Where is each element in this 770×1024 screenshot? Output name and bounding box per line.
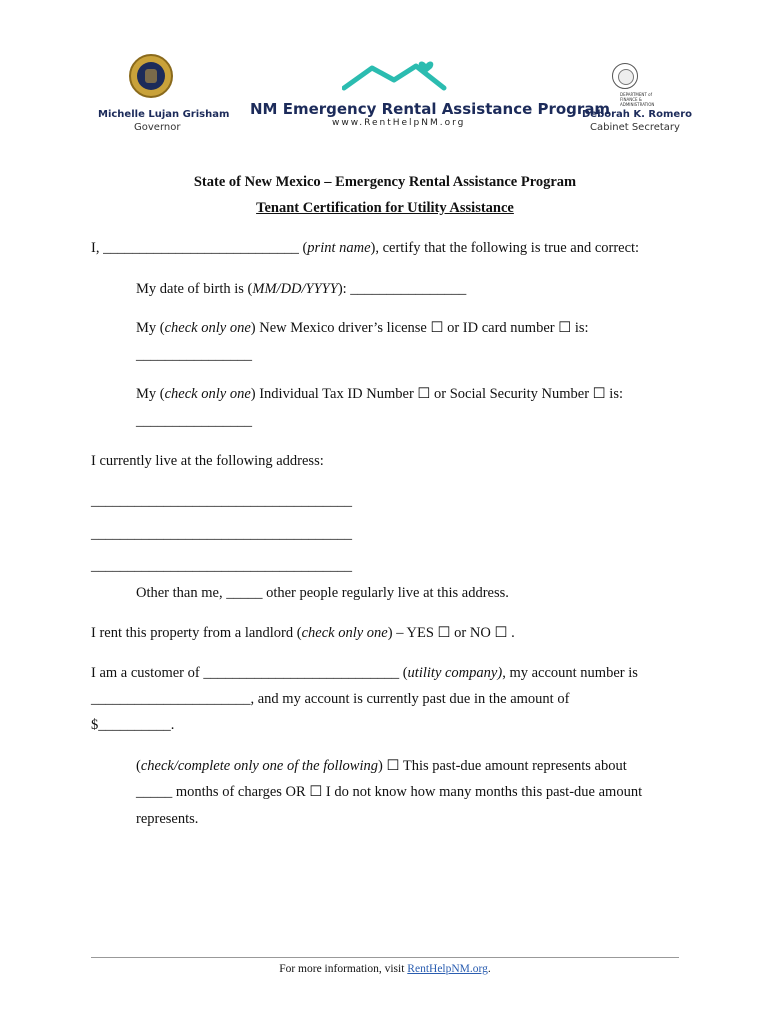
tax-id-blank: ________________ (136, 413, 252, 429)
represents-line: represents. (136, 811, 199, 827)
landlord-line: I rent this property from a landlord (check only one) – YES ☐ or NO ☐ . (91, 625, 515, 641)
governor-seal-logo (129, 54, 173, 98)
dob-line: My date of birth is (MM/DD/YYYY): ________________ (136, 281, 467, 297)
footer-divider (91, 957, 679, 958)
past-due-amount-line: $__________. (91, 717, 175, 733)
address-label: I currently live at the following address: (91, 453, 324, 469)
program-name: NM Emergency Rental Assistance Program (250, 100, 611, 118)
tax-id-line: My (check only one) Individual Tax ID Number ☐ or Social Security Number ☐ is: (136, 386, 624, 402)
address-line-3: ____________________________________ (91, 558, 352, 574)
license-line: My (check only one) New Mexico driver’s license ☐ or ID card number ☐ is: (136, 320, 589, 336)
footer-text: For more information, visit RentHelpNM.org. (279, 963, 491, 975)
governor-name: Michelle Lujan Grisham (98, 109, 230, 120)
other-occupants-line: Other than me, _____ other people regularly live at this address. (136, 585, 509, 601)
secretary-name: Deborah K. Romero (582, 109, 692, 120)
dfa-name: DEPARTMENT of FINANCE & ADMINISTRATION (620, 92, 655, 107)
address-line-2: ____________________________________ (91, 526, 352, 542)
dfa-seal-logo (612, 63, 638, 89)
program-url: www.RentHelpNM.org (332, 118, 466, 128)
house-logo (342, 58, 452, 92)
address-line-1: ____________________________________ (91, 493, 352, 509)
past-due-check-line: (check/complete only one of the following) ☐ This past-due amount represents about (136, 758, 627, 774)
secretary-title: Cabinet Secretary (590, 122, 680, 133)
license-blank: ________________ (136, 347, 252, 363)
document-subtitle: Tenant Certification for Utility Assistance (256, 200, 514, 216)
certify-line: I, ___________________________ (print name), certify that the following is true and correct: (91, 240, 640, 256)
document-title: State of New Mexico – Emergency Rental Assistance Program (193, 174, 577, 190)
utility-customer-line: I am a customer of ___________________________ (utility company), my account number is (91, 665, 638, 681)
months-charges-line: _____ months of charges OR ☐ I do not know how many months this past-due amount (136, 784, 643, 800)
governor-title: Governor (134, 122, 181, 133)
renthelpnm-link[interactable]: RentHelpNM.org (407, 963, 488, 975)
account-number-line: ______________________, and my account is currently past due in the amount of (91, 691, 570, 707)
